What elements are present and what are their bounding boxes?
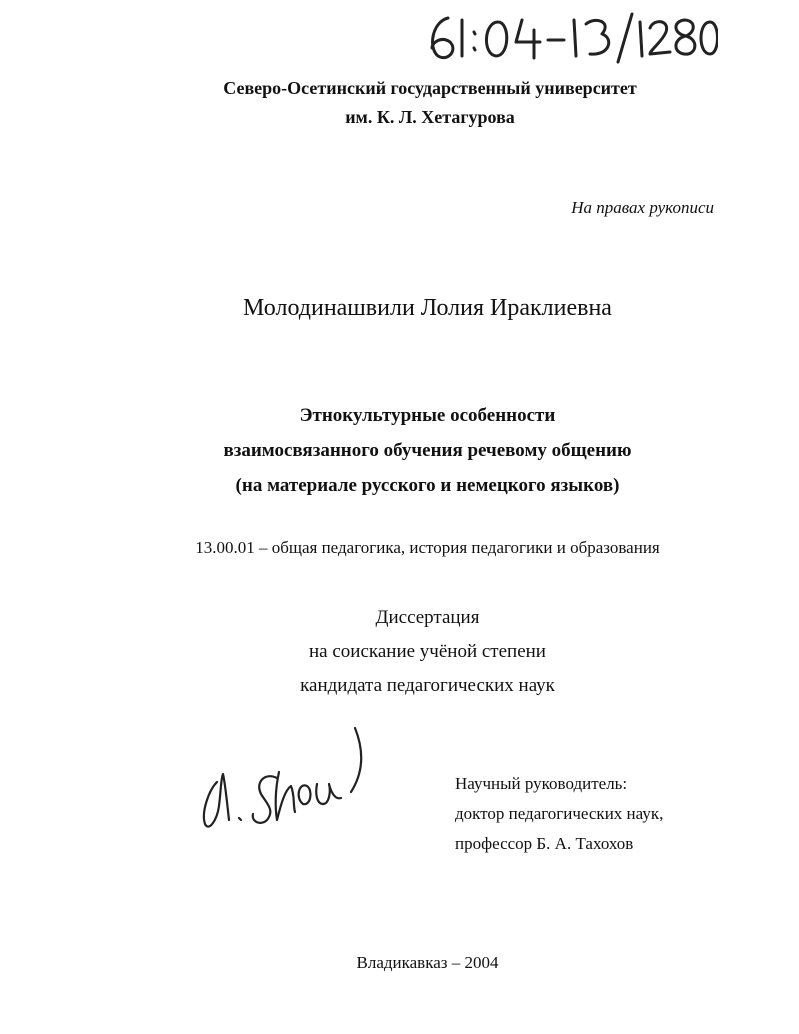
title-line-2: взаимосвязанного обучения речевому общению [223,440,632,461]
degree-line-1: Диссертация [375,607,480,628]
city-year: Владикавказ – 2004 [356,953,499,972]
degree-statement [28,601,799,703]
university-header [20,74,799,132]
handwritten-call-number [418,8,718,68]
author-name: Молодинашвили Лолия Ираклиевна [243,295,612,321]
dissertation-title [28,398,799,503]
supervisor-name: профессор Б. А. Тахохов [455,834,634,853]
degree-line-2: на соискание учёной степени [309,641,546,662]
university-honorific: им. К. Л. Хетагурова [345,107,515,127]
author-signature [195,720,370,835]
university-name: Северо-Осетинский государственный университет [223,78,637,98]
title-line-1: Этнокультурные особенности [299,405,556,426]
supervisor-label: Научный руководитель: [455,774,628,793]
specialty-code: 13.00.01 – общая педагогика, история педагогики и образования [195,538,660,557]
supervisor-block [455,769,663,859]
title-line-3: (на материале русского и немецкого языков) [235,475,620,496]
degree-line-3: кандидата педагогических наук [300,675,555,696]
rights-note: На правах рукописи [571,198,714,217]
supervisor-degree: доктор педагогических наук, [455,804,664,823]
